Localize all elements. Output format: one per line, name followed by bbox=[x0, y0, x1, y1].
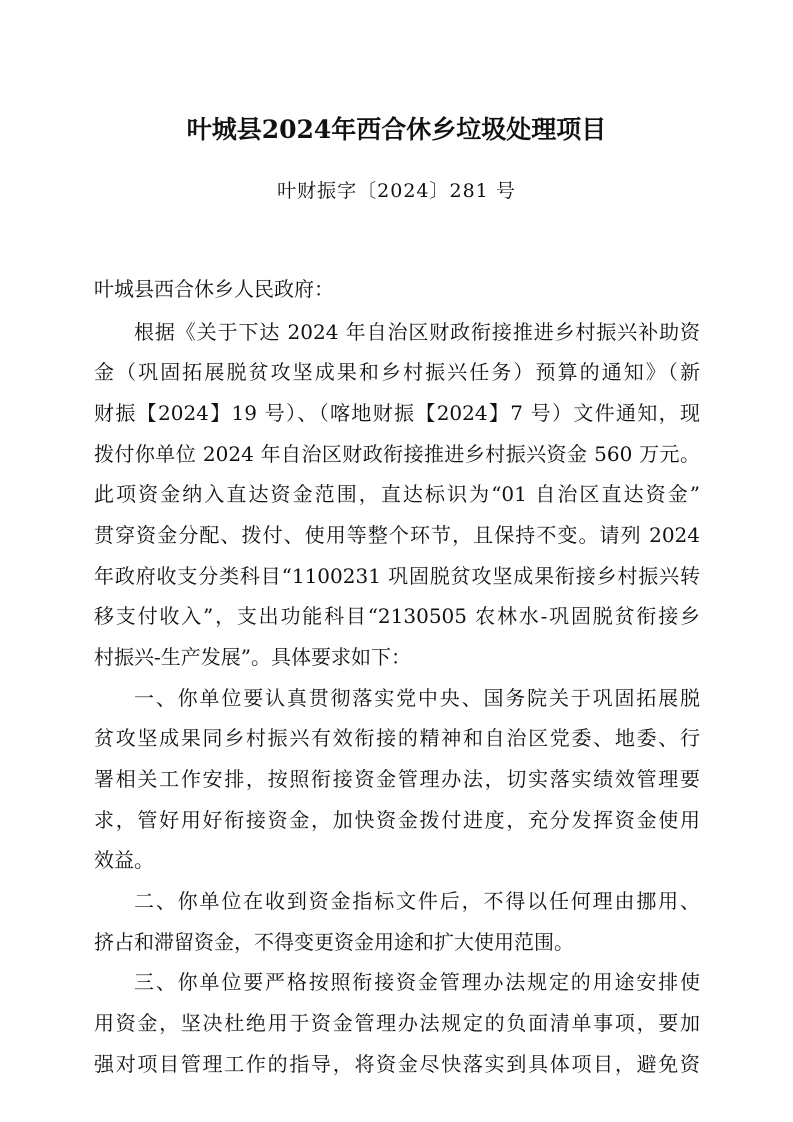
body-line: 根据《关于下达 2024 年自治区财政衔接推进乡村振兴补助资 bbox=[134, 320, 700, 344]
body-line: 村振兴-生产发展”。具体要求如下： bbox=[94, 645, 411, 669]
salutation: 叶城县西合休乡人民政府： bbox=[94, 277, 334, 301]
body-line: 贯穿资金分配、拨付、使用等整个环节，且保持不变。请列 2024 bbox=[94, 523, 700, 547]
body-line: 金（巩固拓展脱贫攻坚成果和乡村振兴任务）预算的通知》（新 bbox=[94, 360, 700, 384]
body-line: 求，管好用好衔接资金，加快资金拨付进度，充分发挥资金使用 bbox=[94, 808, 700, 832]
body-line: 年政府收支分类科目“1100231 巩固脱贫攻坚成果衔接乡村振兴转 bbox=[94, 564, 700, 588]
body-line: 此项资金纳入直达资金范围，直达标识为“01 自治区直达资金” bbox=[94, 482, 700, 506]
body-line: 一、你单位要认真贯彻落实党中央、国务院关于巩固拓展脱 bbox=[134, 686, 700, 710]
body-line: 效益。 bbox=[94, 848, 154, 872]
body-line: 拨付你单位 2024 年自治区财政衔接推进乡村振兴资金 560 万元。 bbox=[94, 442, 700, 466]
body-line: 移支付收入”，支出功能科目“2130505 农林水-巩固脱贫衔接乡 bbox=[94, 604, 700, 628]
body-line: 挤占和滞留资金，不得变更资金用途和扩大使用范围。 bbox=[94, 930, 574, 954]
document-number: 叶财振字〔2024〕281 号 bbox=[277, 180, 516, 202]
body-line: 署相关工作安排，按照衔接资金管理办法，切实落实绩效管理要 bbox=[94, 767, 700, 791]
body-line: 二、你单位在收到资金指标文件后，不得以任何理由挪用、 bbox=[134, 889, 700, 913]
body-line: 强对项目管理工作的指导，将资金尽快落实到具体项目，避免资 bbox=[94, 1052, 700, 1076]
body-line: 用资金，坚决杜绝用于资金管理办法规定的负面清单事项，要加 bbox=[94, 1011, 700, 1035]
body-line: 贫攻坚成果同乡村振兴有效衔接的精神和自治区党委、地委、行 bbox=[94, 726, 700, 750]
body-line: 三、你单位要严格按照衔接资金管理办法规定的用途安排使 bbox=[134, 970, 700, 994]
document-title: 叶城县2024年西合休乡垃圾处理项目 bbox=[186, 115, 607, 144]
body-line: 财振【2024】19 号）、（喀地财振【2024】7 号）文件通知，现 bbox=[94, 401, 700, 425]
